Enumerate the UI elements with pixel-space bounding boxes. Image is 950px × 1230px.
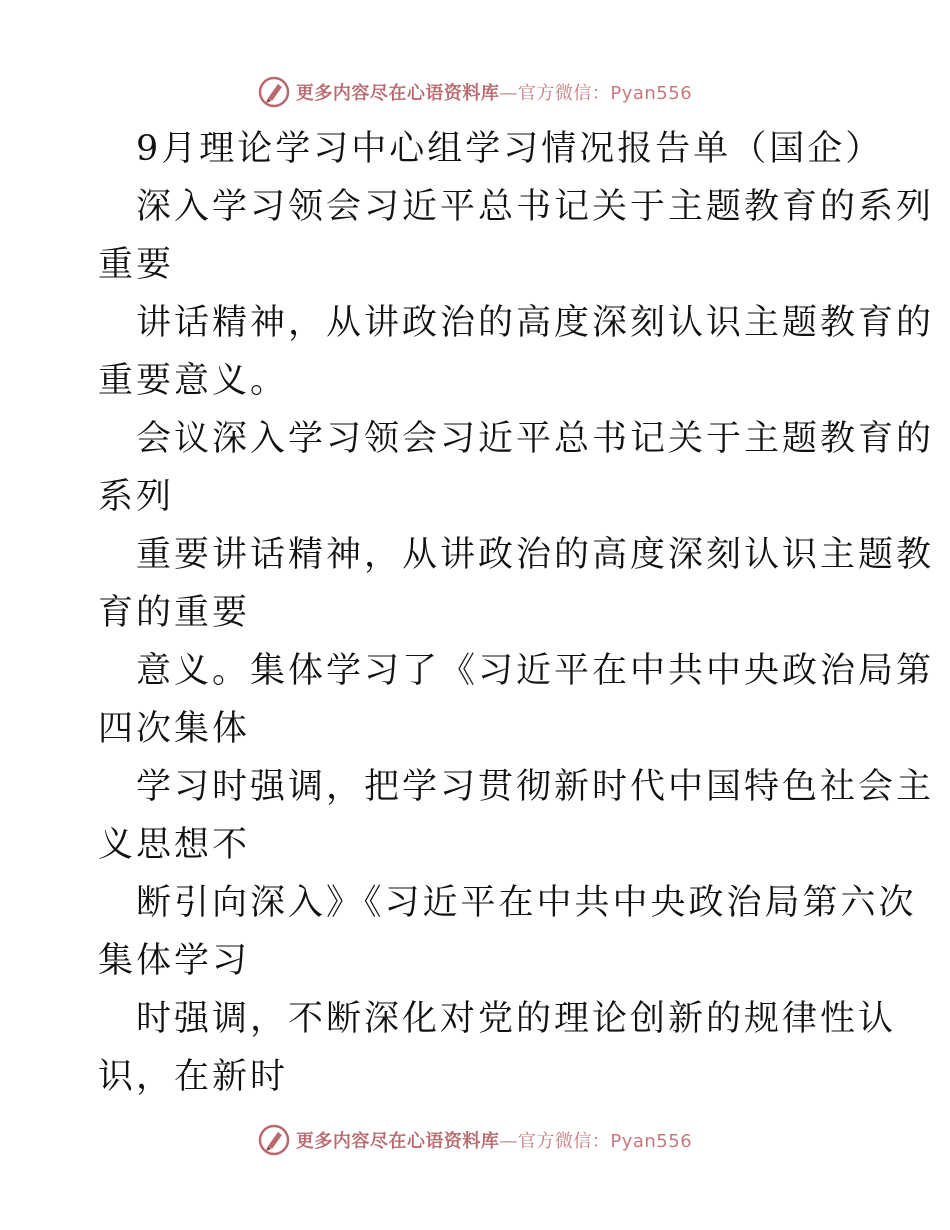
watermark-lead: 更多内容尽在心语资料库 (295, 83, 500, 104)
text-line: 重要讲话精神，从讲政治的高度深刻认识主题教 (136, 535, 935, 575)
text-line: 重要 (98, 245, 175, 285)
text-line: 意义。集体学习了《习近平在中共中央政治局第 (136, 651, 935, 691)
watermark-dash: — (499, 83, 518, 104)
watermark-tail: 官方微信：Pyan556 (517, 83, 693, 104)
watermark-text (296, 79, 692, 105)
watermark-tail: 官方微信：Pyan556 (517, 1131, 693, 1152)
pen-logo-icon (258, 76, 290, 108)
text-line: 义思想不 (98, 825, 251, 865)
document-body (98, 120, 935, 1106)
text-line: 育的重要 (98, 593, 251, 633)
text-line: 重要意义。 (98, 361, 289, 401)
text-line: 学习时强调，把学习贯彻新时代中国特色社会主 (136, 767, 935, 807)
text-line: 断引向深入》《习近平在中共中央政治局第六次 (136, 883, 917, 923)
footer-watermark (0, 1120, 950, 1160)
text-line: 系列 (98, 477, 175, 517)
watermark-dash: — (499, 1131, 518, 1152)
text-line: 讲话精神，从讲政治的高度深刻认识主题教育的 (136, 303, 935, 343)
text-line: 识，在新时 (98, 1057, 289, 1097)
pen-logo-icon (258, 1124, 290, 1156)
header-watermark (0, 72, 950, 112)
watermark-text (296, 1127, 692, 1153)
text-line: 集体学习 (98, 941, 251, 981)
document-title: 9月理论学习中心组学习情况报告单（国企） (136, 129, 884, 169)
text-line: 四次集体 (98, 709, 251, 749)
text-line: 深入学习领会习近平总书记关于主题教育的系列 (136, 187, 935, 227)
text-line: 时强调，不断深化对党的理论创新的规律性认 (136, 999, 897, 1039)
text-line: 会议深入学习领会习近平总书记关于主题教育的 (136, 419, 935, 459)
watermark-lead: 更多内容尽在心语资料库 (295, 1131, 500, 1152)
